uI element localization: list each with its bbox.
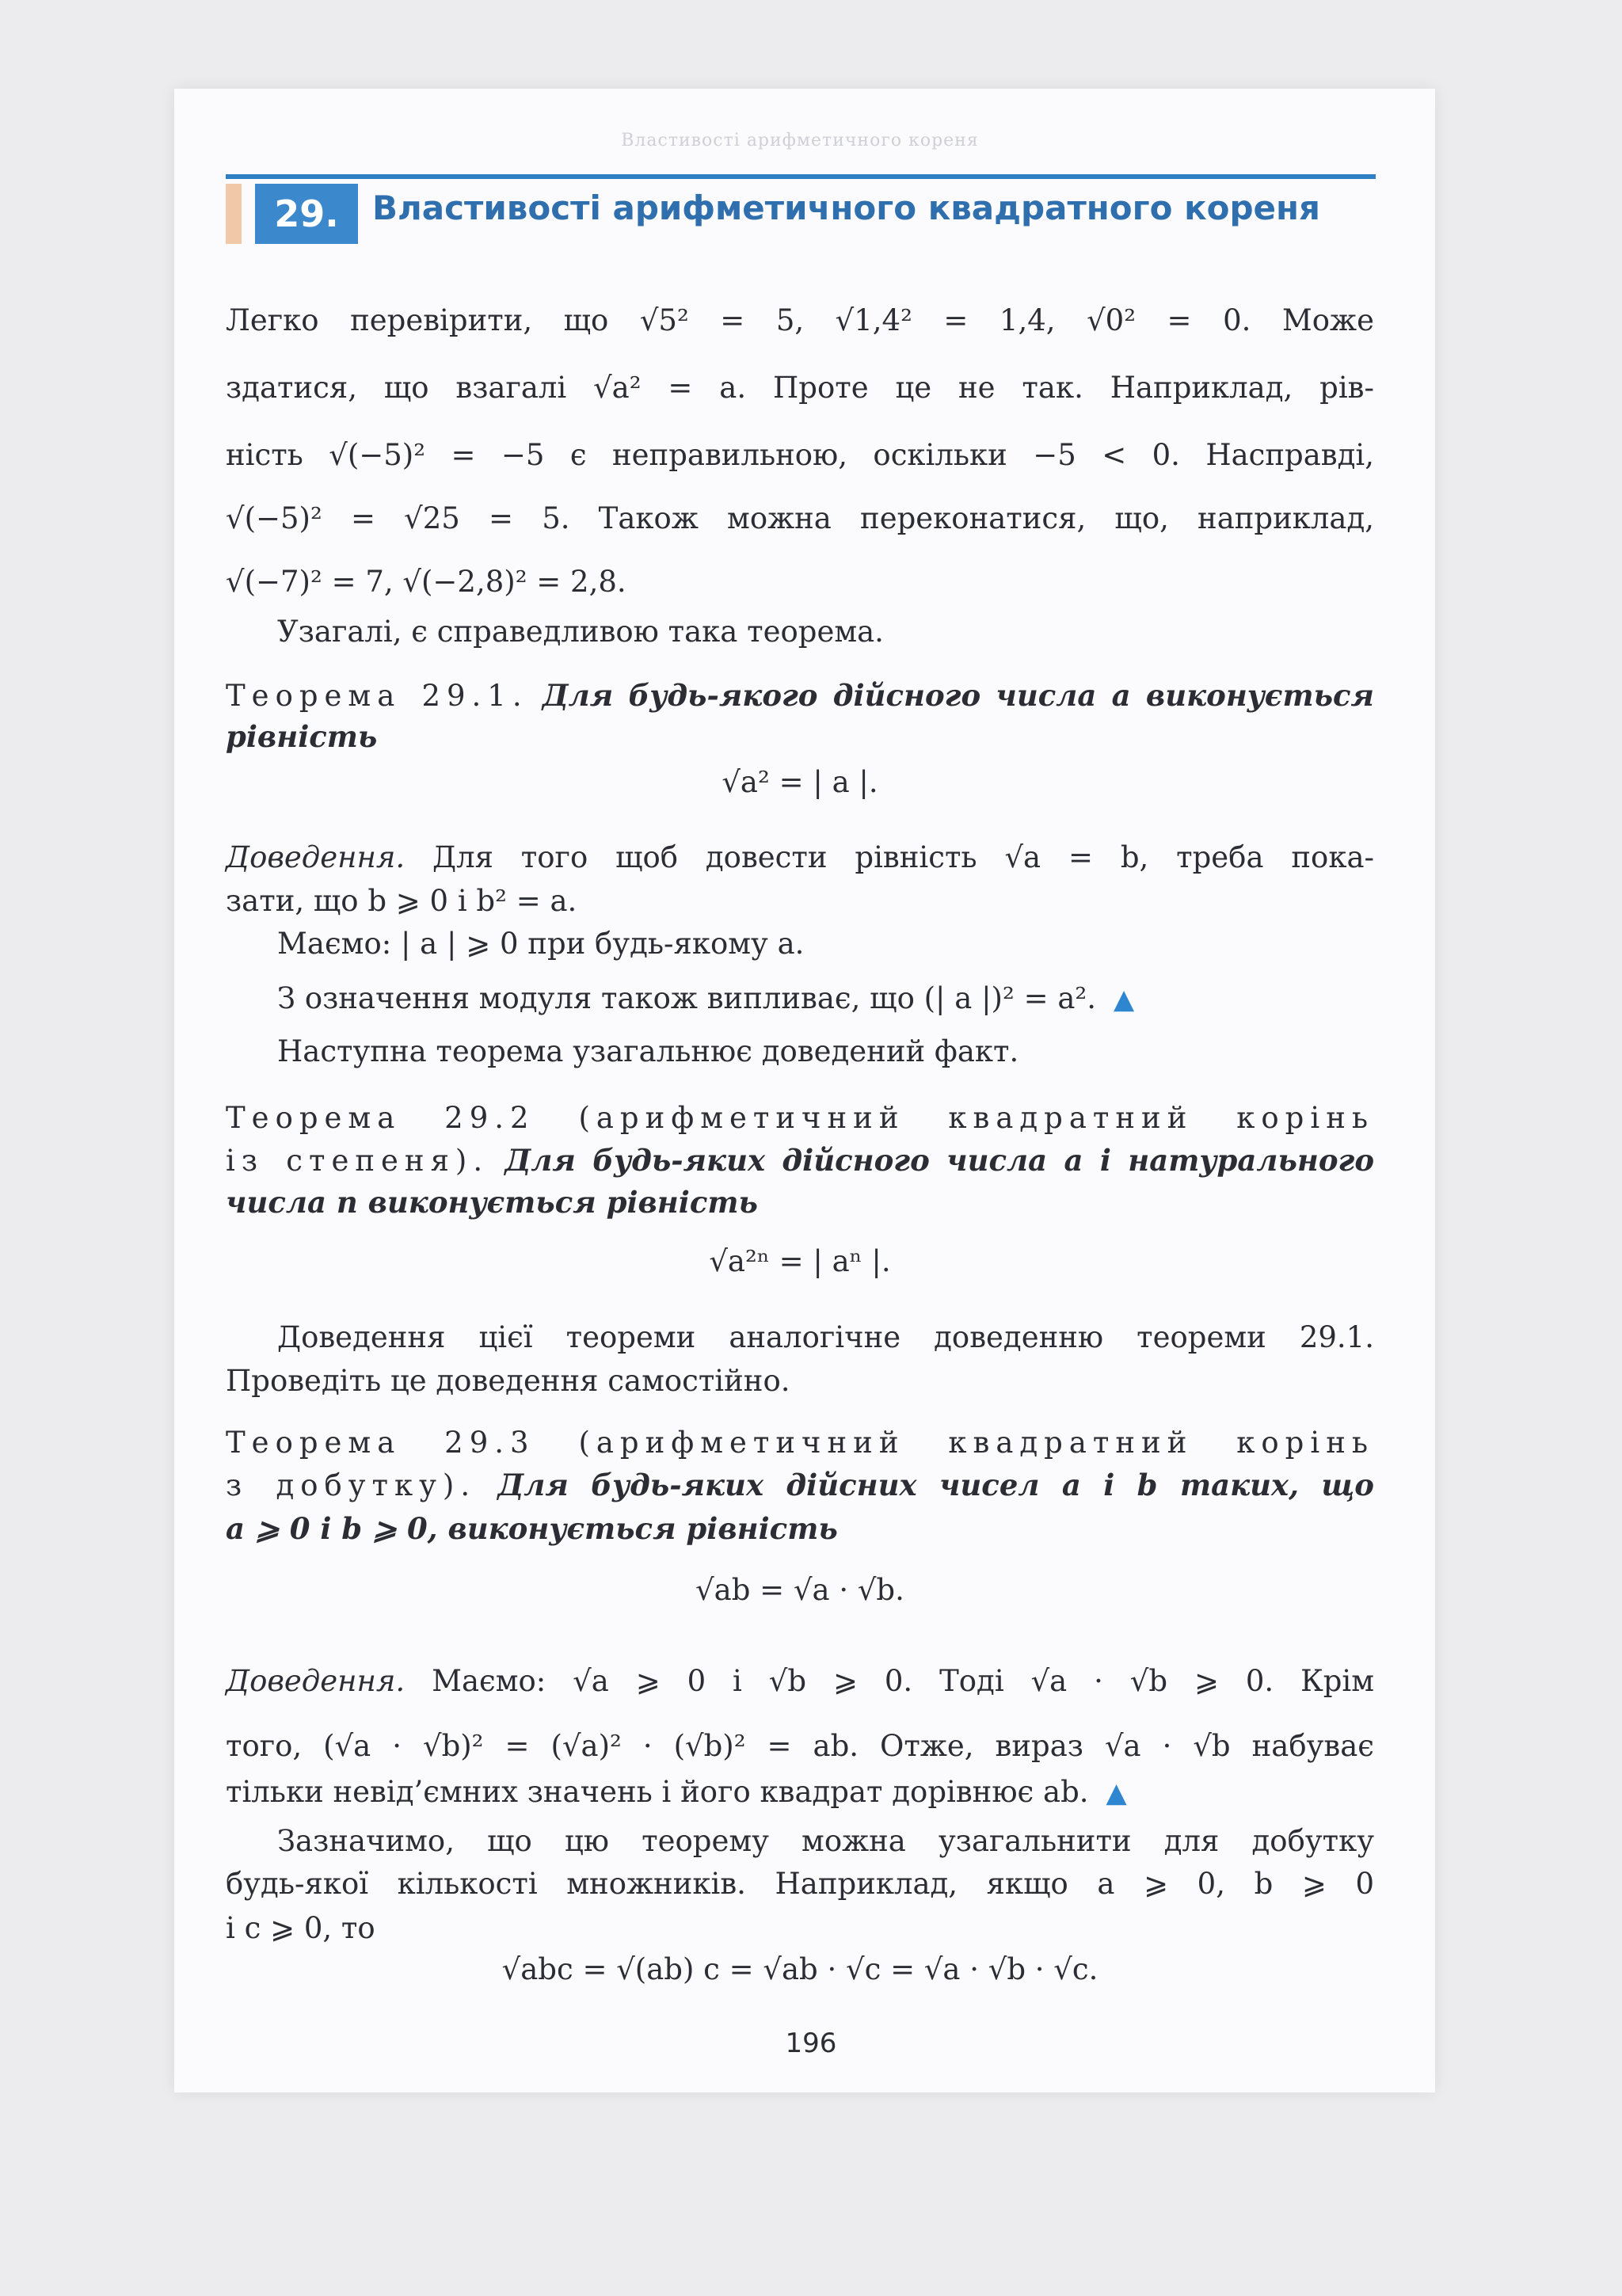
theorem-2-statement-end: числа n виконується рівність: [226, 1185, 758, 1220]
intro-line-2: здатися, що взагалі √a² = a. Проте це не так. Наприклад, рів-: [226, 371, 1374, 405]
theorem-3-statement-end: a ⩾ 0 і b ⩾ 0, виконується рівність: [226, 1511, 838, 1546]
intro-line-4: √(−5)² = √25 = 5. Також можна переконатися, що, наприклад,: [226, 501, 1374, 535]
proof-3-line-3: [226, 1772, 1374, 1813]
proof-1-conclusion: З означення модуля також випливає, що (| a |)² = a².: [277, 981, 1096, 1015]
proof-1-label: Доведення.: [226, 840, 406, 874]
transition-line: Наступна теорема узагальнює доведений факт.: [277, 1034, 1019, 1068]
generalization-line-1: Зазначимо, що цю теорему можна узагальнити для добутку: [277, 1824, 1374, 1858]
heading-rule: [226, 174, 1376, 179]
proof-3-line-2: того, (√a · √b)² = (√a)² · (√b)² = ab. Отже, вираз √a · √b набуває: [226, 1729, 1374, 1763]
theorem-1-statement-end: рівність: [226, 719, 378, 754]
page-number: 196: [785, 2028, 837, 2059]
theorem-3-label-end: з добутку).: [226, 1468, 477, 1502]
theorem-3-line-1: [226, 1423, 1374, 1463]
theorem-1-label: Теорема 29.1.: [226, 679, 528, 713]
proof-3-text: Маємо: √a ⩾ 0 і √b ⩾ 0. Тоді √a · √b ⩾ 0. Крім: [432, 1664, 1375, 1698]
proof-1-line-2: зати, що b ⩾ 0 і b² = a.: [226, 884, 577, 918]
proof-3-conclusion: тільки невід’ємних значень і його квадрат дорівнює ab.: [226, 1775, 1089, 1809]
theorem-3-statement: Для будь-яких дійсних чисел a і b таких, що: [497, 1468, 1374, 1502]
remark-2-line-2: Проведіть це доведення самостійно.: [226, 1364, 790, 1398]
section-number: 29.: [255, 184, 358, 244]
theorem-2-line-2: [226, 1140, 1374, 1181]
theorem-2-formula: √a²ⁿ = | aⁿ |.: [709, 1244, 891, 1278]
theorem-2-line-3: [226, 1182, 1374, 1223]
theorem-2-label: Теорема 29.2 (арифметичний квадратний корінь: [226, 1101, 1374, 1135]
intro-line-1: Легко перевірити, що √5² = 5, √1,4² = 1,4, √0² = 0. Може: [226, 303, 1374, 337]
proof-end-triangle-icon: ▲: [1114, 984, 1135, 1015]
theorem-1-line-1: [226, 676, 1374, 716]
generalization-formula: √abc = √(ab) c = √ab · √c = √a · √b · √c.: [501, 1952, 1098, 1986]
generalization-line-3: і c ⩾ 0, то: [226, 1911, 375, 1945]
theorem-2-statement: Для будь-яких дійсного числа a і натурального: [504, 1143, 1375, 1178]
section-number-shade: [226, 184, 242, 244]
intro-line-6: Узагалі, є справедливою така теорема.: [277, 615, 884, 649]
proof-1-line-1: [226, 838, 1374, 878]
intro-line-5: √(−7)² = 7, √(−2,8)² = 2,8.: [226, 565, 626, 599]
theorem-3-line-2: [226, 1465, 1374, 1506]
proof-1-line-3: Маємо: | a | ⩾ 0 при будь-якому a.: [277, 927, 805, 961]
running-head: Властивості арифметичного кореня: [621, 131, 979, 150]
proof-end-triangle-icon: ▲: [1106, 1777, 1127, 1809]
remark-2-line-1: Доведення цієї теореми аналогічне доведенню теореми 29.1.: [277, 1320, 1374, 1354]
theorem-1-formula: √a² = | a |.: [722, 765, 878, 799]
theorem-3-line-3: [226, 1509, 1374, 1549]
theorem-2-line-1: [226, 1099, 1374, 1138]
section-title: Властивості арифметичного квадратного кореня: [372, 188, 1320, 227]
theorem-1-line-2: [226, 717, 1374, 757]
theorem-3-label: Теорема 29.3 (арифметичний квадратний корінь: [226, 1426, 1374, 1460]
proof-3-line-1: [226, 1662, 1374, 1701]
proof-1-text: Для того щоб довести рівність √a = b, треба пока-: [432, 840, 1374, 874]
generalization-line-2: будь-якої кількості множників. Наприклад, якщо a ⩾ 0, b ⩾ 0: [226, 1867, 1374, 1901]
proof-3-label: Доведення.: [226, 1664, 406, 1698]
intro-line-3: ність √(−5)² = −5 є неправильною, оскільки −5 < 0. Насправді,: [226, 438, 1374, 472]
theorem-2-label-end: із степеня).: [226, 1144, 489, 1178]
theorem-1-statement: Для будь-якого дійсного числа a виконується: [542, 678, 1374, 713]
proof-1-line-4: [277, 979, 1374, 1019]
theorem-3-formula: √ab = √a · √b.: [695, 1573, 904, 1607]
